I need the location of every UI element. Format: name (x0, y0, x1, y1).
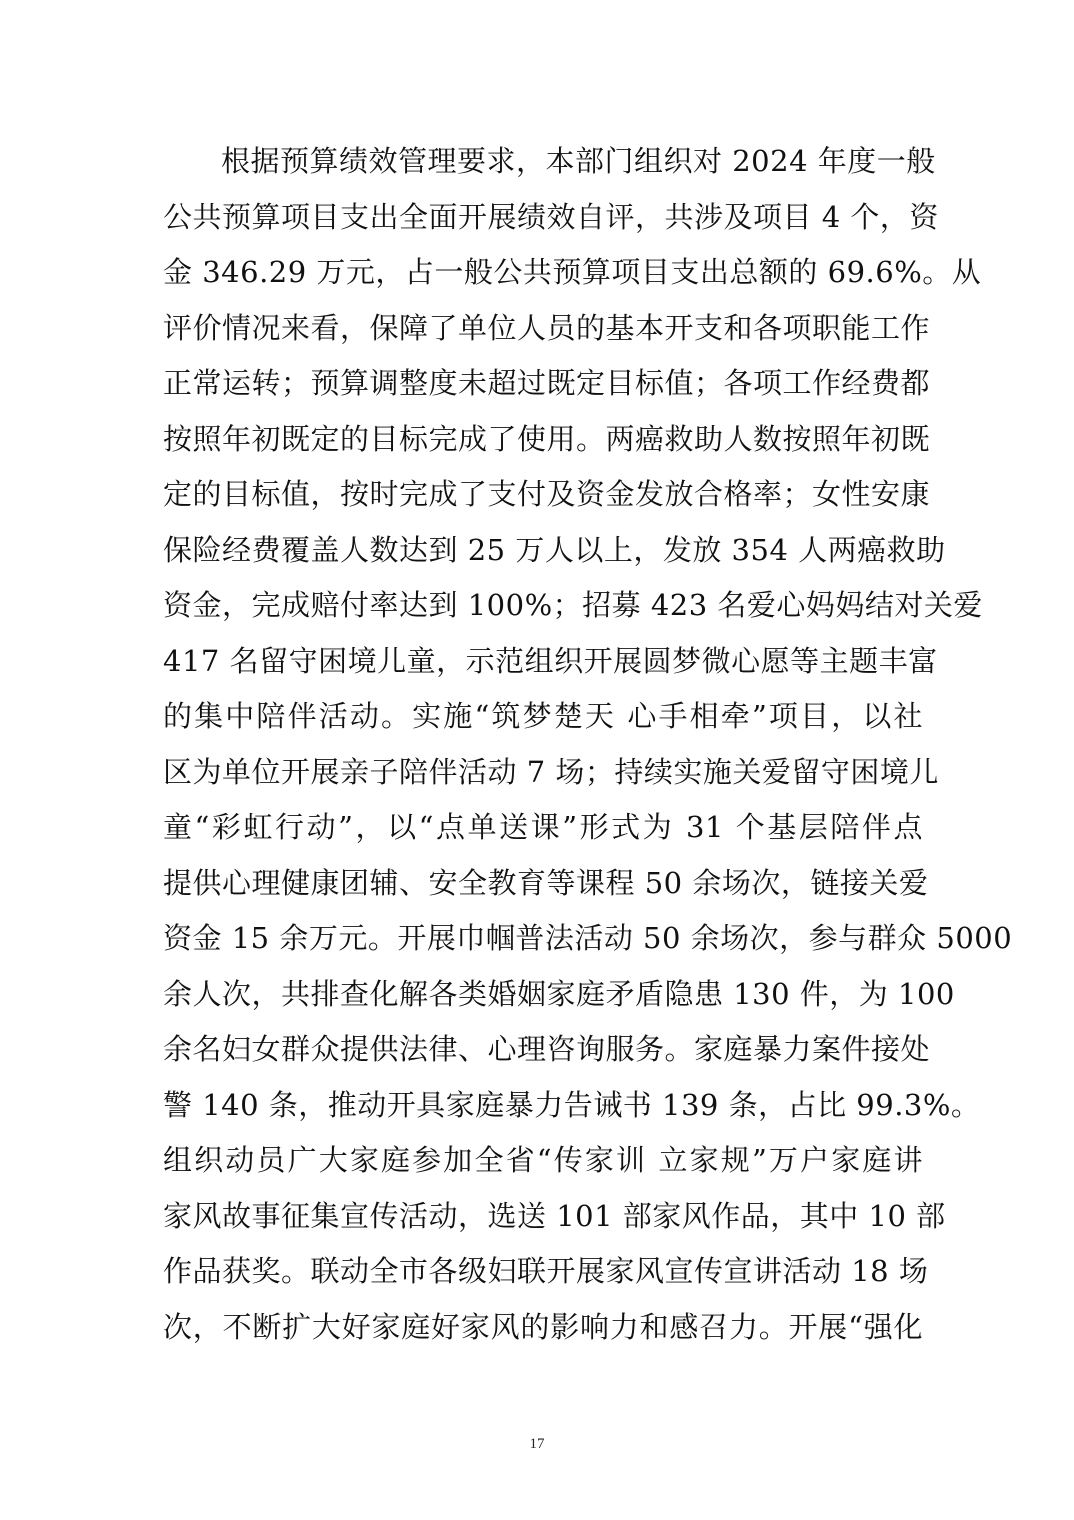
text-line: 417 名留守困境儿童，示范组织开展圆梦微心愿等主题丰富 (163, 643, 938, 678)
text-line: 作品获奖。联动全市各级妇联开展家风宣传宣讲活动 18 场 (163, 1254, 929, 1288)
text-line: 组织动员广大家庭参加全省“传家训 立家规”万户家庭讲 (163, 1143, 923, 1177)
text-line: 按照年初既定的目标完成了使用。两癌救助人数按照年初既 (163, 421, 931, 456)
text-line: 资金，完成赔付率达到 100%；招募 423 名爱心妈妈结对关爱 (163, 588, 983, 622)
text-line: 区为单位开展亲子陪伴活动 7 场；持续实施关爱留守困境儿 (163, 754, 939, 789)
text-line: 根据预算绩效管理要求，本部门组织对 2024 年度一般 (221, 144, 936, 178)
text-line: 次，不断扩大好家庭好家风的影响力和感召力。开展“强化 (163, 1309, 923, 1344)
text-line: 定的目标值，按时完成了支付及资金发放合格率；女性安康 (163, 477, 931, 511)
text-line: 金 346.29 万元，占一般公共预算项目支出总额的 69.6%。从 (163, 255, 982, 289)
text-line: 警 140 条，推动开具家庭暴力告诫书 139 条，占比 99.3%。 (163, 1087, 981, 1122)
text-line: 童“彩虹行动”，以“点单送课”形式为 31 个基层陪伴点 (163, 810, 923, 844)
text-line: 保险经费覆盖人数达到 25 万人以上，发放 354 人两癌救助 (163, 532, 946, 567)
text-line: 余名妇女群众提供法律、心理咨询服务。家庭暴力案件接处 (163, 1032, 931, 1066)
text-line: 公共预算项目支出全面开展绩效自评，共涉及项目 4 个，资 (163, 199, 939, 234)
text-line: 资金 15 余万元。开展巾帼普法活动 50 余场次，参与群众 5000 (163, 921, 1013, 955)
text-line: 评价情况来看，保障了单位人员的基本开支和各项职能工作 (163, 310, 931, 345)
text-line: 提供心理健康团辅、安全教育等课程 50 余场次，链接关爱 (163, 865, 929, 900)
text-line: 正常运转；预算调整度未超过既定目标值；各项工作经费都 (163, 366, 931, 400)
body-paragraph (163, 134, 1013, 1355)
text-line: 余人次，共排查化解各类婚姻家庭矛盾隐患 130 件，为 100 (163, 976, 955, 1011)
text-line: 的集中陪伴活动。实施“筑梦楚天 心手相牵”项目，以社 (163, 699, 923, 733)
text-line: 家风故事征集宣传活动，选送 101 部家风作品，其中 10 部 (163, 1198, 946, 1233)
page-number: 17 (529, 1436, 545, 1452)
